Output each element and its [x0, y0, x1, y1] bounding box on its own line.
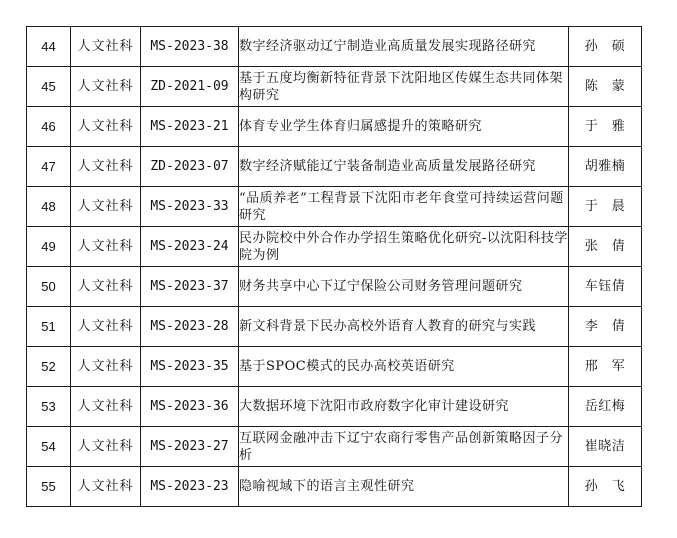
row-number: 52 [27, 347, 71, 387]
row-number: 45 [27, 67, 71, 107]
row-project-code: MS-2023-37 [141, 267, 239, 307]
row-project-title: 数字经济驱动辽宁制造业高质量发展实现路径研究 [239, 27, 569, 67]
row-category: 人文社科 [71, 307, 141, 347]
row-person-in-charge: 邢 军 [569, 347, 642, 387]
row-category: 人文社科 [71, 267, 141, 307]
row-number: 49 [27, 227, 71, 267]
row-category: 人文社科 [71, 467, 141, 507]
row-project-title: 隐喻视域下的语言主观性研究 [239, 467, 569, 507]
table-row [27, 307, 642, 347]
row-person-in-charge: 于 晨 [569, 187, 642, 227]
row-number: 46 [27, 107, 71, 147]
table-row [27, 347, 642, 387]
row-project-title: 新文科背景下民办高校外语育人教育的研究与实践 [239, 307, 569, 347]
row-project-title: 财务共享中心下辽宁保险公司财务管理问题研究 [239, 267, 569, 307]
row-person-in-charge: 陈 蒙 [569, 67, 642, 107]
row-project-code: MS-2023-24 [141, 227, 239, 267]
project-list-table [26, 26, 642, 507]
table-row [27, 267, 642, 307]
row-project-title: 民办院校中外合作办学招生策略优化研究-以沈阳科技学院为例 [239, 227, 569, 267]
table-row [27, 187, 642, 227]
table-body [27, 27, 642, 507]
row-project-code: MS-2023-35 [141, 347, 239, 387]
row-number: 47 [27, 147, 71, 187]
row-project-title: 数字经济赋能辽宁装备制造业高质量发展路径研究 [239, 147, 569, 187]
row-person-in-charge: 岳红梅 [569, 387, 642, 427]
table-row [27, 147, 642, 187]
row-category: 人文社科 [71, 27, 141, 67]
table-row [27, 67, 642, 107]
row-number: 44 [27, 27, 71, 67]
row-project-code: ZD-2023-07 [141, 147, 239, 187]
row-project-title: 大数据环境下沈阳市政府数字化审计建设研究 [239, 387, 569, 427]
table-row [27, 27, 642, 67]
row-project-title: 体育专业学生体育归属感提升的策略研究 [239, 107, 569, 147]
table-row [27, 467, 642, 507]
row-project-code: MS-2023-36 [141, 387, 239, 427]
row-project-code: MS-2023-38 [141, 27, 239, 67]
table-row [27, 107, 642, 147]
row-project-title: 互联网金融冲击下辽宁农商行零售产品创新策略因子分析 [239, 427, 569, 467]
row-category: 人文社科 [71, 427, 141, 467]
row-category: 人文社科 [71, 387, 141, 427]
table-row [27, 387, 642, 427]
row-number: 51 [27, 307, 71, 347]
row-category: 人文社科 [71, 187, 141, 227]
table-row [27, 427, 642, 467]
row-category: 人文社科 [71, 147, 141, 187]
row-number: 53 [27, 387, 71, 427]
row-project-code: MS-2023-27 [141, 427, 239, 467]
row-person-in-charge: 张 倩 [569, 227, 642, 267]
row-category: 人文社科 [71, 67, 141, 107]
row-person-in-charge: 胡雅楠 [569, 147, 642, 187]
row-person-in-charge: 崔晓洁 [569, 427, 642, 467]
row-project-code: ZD-2021-09 [141, 67, 239, 107]
row-project-code: MS-2023-28 [141, 307, 239, 347]
row-person-in-charge: 车钰倩 [569, 267, 642, 307]
row-number: 54 [27, 427, 71, 467]
row-category: 人文社科 [71, 347, 141, 387]
row-project-code: MS-2023-23 [141, 467, 239, 507]
row-number: 55 [27, 467, 71, 507]
row-person-in-charge: 李 倩 [569, 307, 642, 347]
row-project-title: “品质养老”工程背景下沈阳市老年食堂可持续运营问题研究 [239, 187, 569, 227]
row-person-in-charge: 孙 飞 [569, 467, 642, 507]
row-person-in-charge: 孙 硕 [569, 27, 642, 67]
row-project-title: 基于SPOC模式的民办高校英语研究 [239, 347, 569, 387]
row-number: 48 [27, 187, 71, 227]
row-category: 人文社科 [71, 227, 141, 267]
table-row [27, 227, 642, 267]
row-number: 50 [27, 267, 71, 307]
row-project-code: MS-2023-21 [141, 107, 239, 147]
row-category: 人文社科 [71, 107, 141, 147]
row-project-code: MS-2023-33 [141, 187, 239, 227]
row-person-in-charge: 于 雅 [569, 107, 642, 147]
row-project-title: 基于五度均衡新特征背景下沈阳地区传媒生态共同体架构研究 [239, 67, 569, 107]
